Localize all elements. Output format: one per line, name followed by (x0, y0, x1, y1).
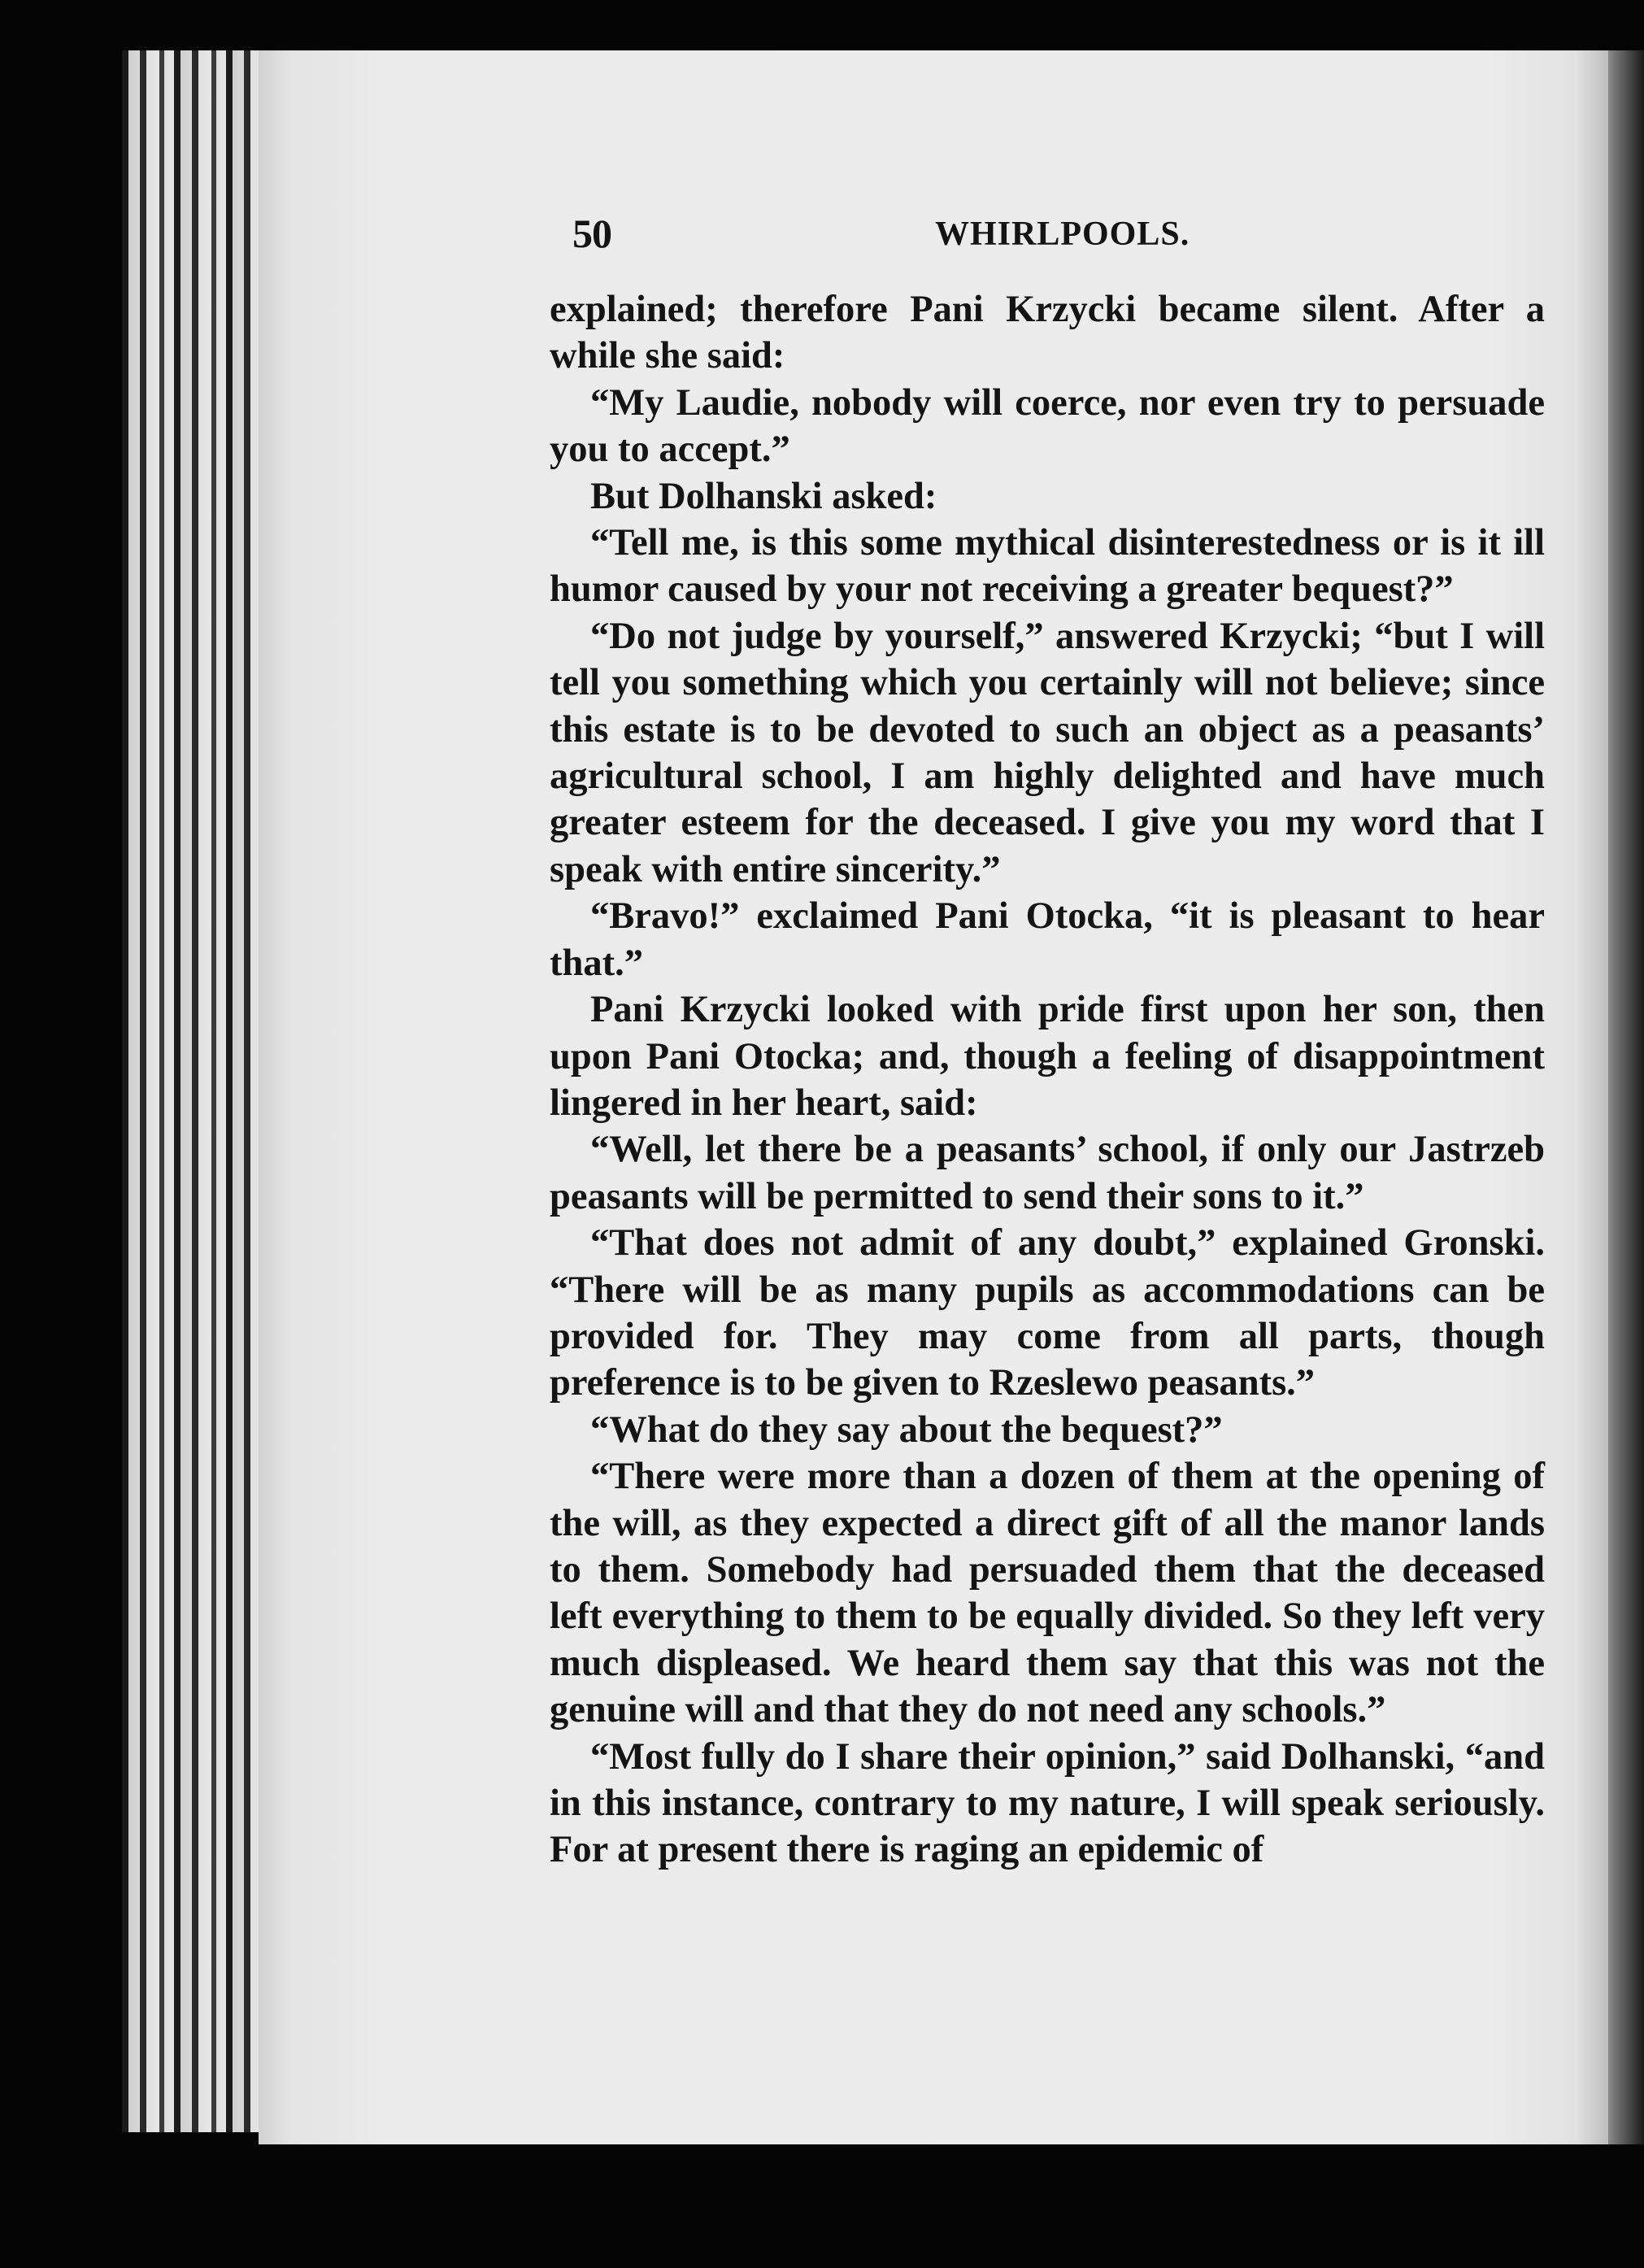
paragraph: Pani Krzycki looked with pride first upon her son, then upon Pani Otocka; and, though a feeling of disappointment lingered in her heart, said: (550, 989, 1545, 1124)
paragraph: “Well, let there be a peasants’ school, if only our Jastrzeb peasants will be permitted to send their sons to it.” (550, 1129, 1545, 1217)
page-header (572, 210, 1548, 267)
paragraph: “There were more than a dozen of them at the opening of the will, as they expected a direct gift of all the manor lands to them. Somebody had persuaded them that the deceased left everything to them to be equally divided. So they left very much displeased. We heard them say that this was not the genuine will and that they do not need any schools.” (550, 1456, 1545, 1731)
paragraph: “What do they say about the bequest?” (590, 1408, 1223, 1451)
paragraph: “My Laudie, nobody will coerce, nor even try to persuade you to accept.” (550, 381, 1545, 471)
body-text (550, 286, 1545, 1874)
page-number: 50 (572, 211, 611, 256)
paragraph: explained; therefore Pani Krzycki became silent. After a while she said: (550, 289, 1545, 377)
paragraph: “Most fully do I share their opinion,” said Dolhanski, “and in this instance, contrary to my nature, I will speak seriously. For at present there is raging an epidemic of (550, 1735, 1545, 1871)
page-edges (122, 50, 276, 2132)
paragraph: But Dolhanski asked: (590, 475, 937, 517)
paragraph: “Bravo!” exclaimed Pani Otocka, “it is pleasant to hear that.” (550, 895, 1545, 984)
paragraph: “Do not judge by yourself,” answered Krzycki; “but I will tell you something which you certainly will not believe; since this estate is to be devoted to such an object as a peasants’ agricultural school, I am highly delighted and have much greater esteem for the deceased. I give you my word that I speak with entire sincerity.” (550, 615, 1545, 890)
paragraph: “That does not admit of any doubt,” explained Gronski. “There will be as many pupils as accommodations can be provided for. They may come from all parts, though preference is to be given to Rzeslewo peasants.” (550, 1222, 1545, 1404)
running-head: WHIRLPOOLS. (935, 215, 1190, 253)
page-right-edge (1608, 50, 1644, 2144)
paragraph: “Tell me, is this some mythical disinterestedness or is it ill humor caused by your not receiving a greater bequest?” (550, 522, 1545, 611)
